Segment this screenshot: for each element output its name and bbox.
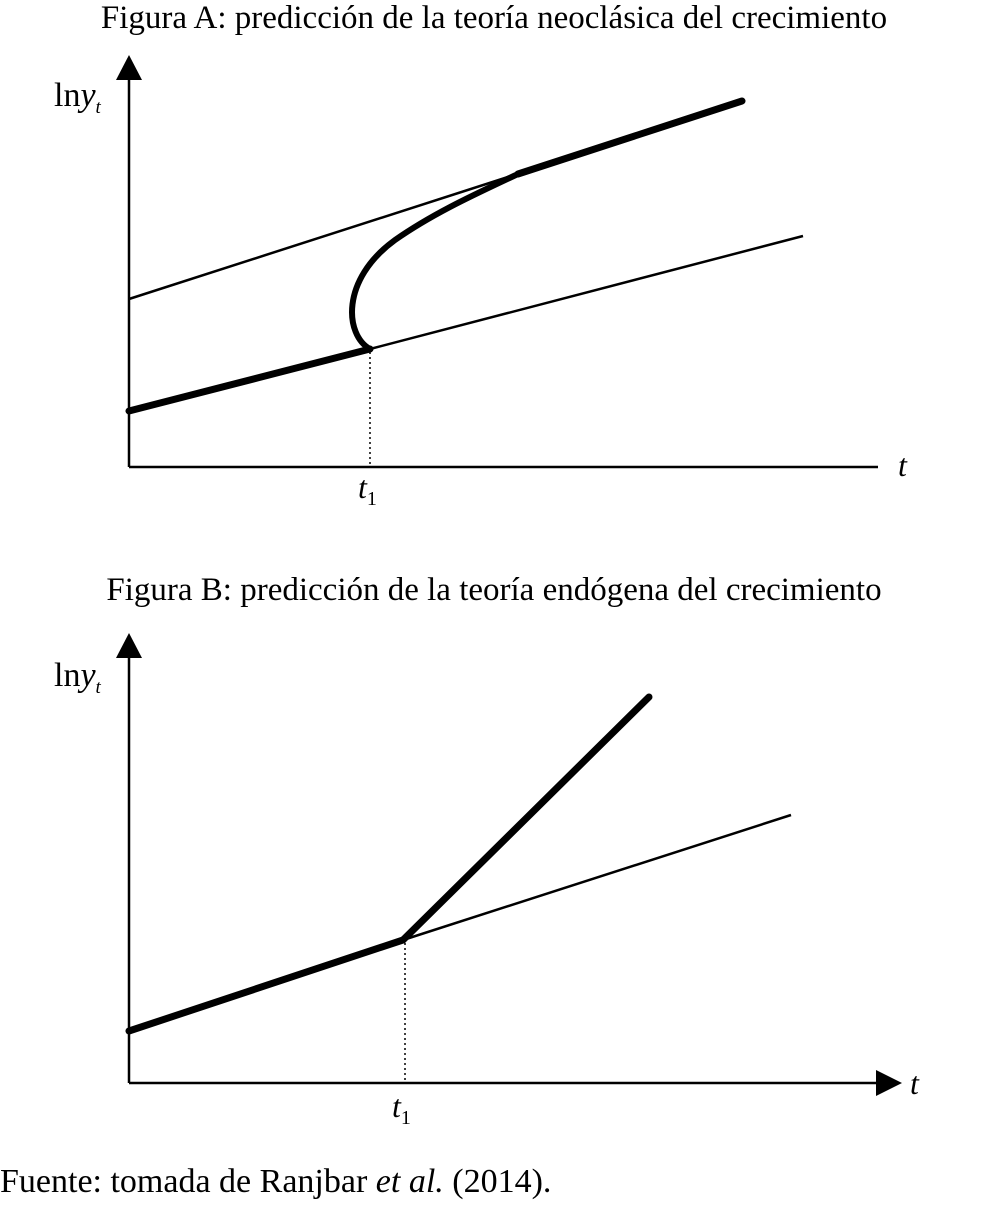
source-prefix: Fuente: tomada de Ranjbar xyxy=(0,1163,376,1200)
figure-a-y-label: lny$_t$ xyxy=(54,77,101,118)
figure-a-path-before-t1 xyxy=(129,349,370,411)
figure-b-x-axis-arrow xyxy=(876,1070,902,1096)
figure-b-trend-line xyxy=(403,815,791,940)
figure-a-x-label: t xyxy=(898,447,907,483)
figure-a-diagram xyxy=(0,40,988,510)
figure-a-upper-trend-line xyxy=(129,177,508,299)
figure-b-path-after-t1 xyxy=(403,697,649,940)
figure-b-title: Figura B: predicción de la teoría endógena del crecimiento xyxy=(106,572,882,608)
figure-b-x-label: t xyxy=(910,1065,919,1101)
source-note xyxy=(0,1163,551,1201)
figure-b-diagram xyxy=(0,610,988,1130)
figure-a-path-after-transition xyxy=(518,101,742,174)
figure-a-t1-label: $t_1$ xyxy=(358,469,377,510)
figure-b-t1-label: $t_1$ xyxy=(392,1088,411,1129)
source-italic: et al. xyxy=(375,1163,444,1200)
figure-a-title: Figura A: predicción de la teoría neoclásica del crecimiento xyxy=(100,0,888,36)
figure-a-y-axis-arrow xyxy=(116,55,142,80)
figure-b-path-before-t1 xyxy=(129,940,403,1031)
figure-b-y-axis-arrow xyxy=(116,633,142,658)
figure-b-y-label: lny$_t$ xyxy=(54,657,101,698)
source-suffix: (2014). xyxy=(443,1163,552,1200)
figure-a-lower-trend-line xyxy=(370,236,803,349)
